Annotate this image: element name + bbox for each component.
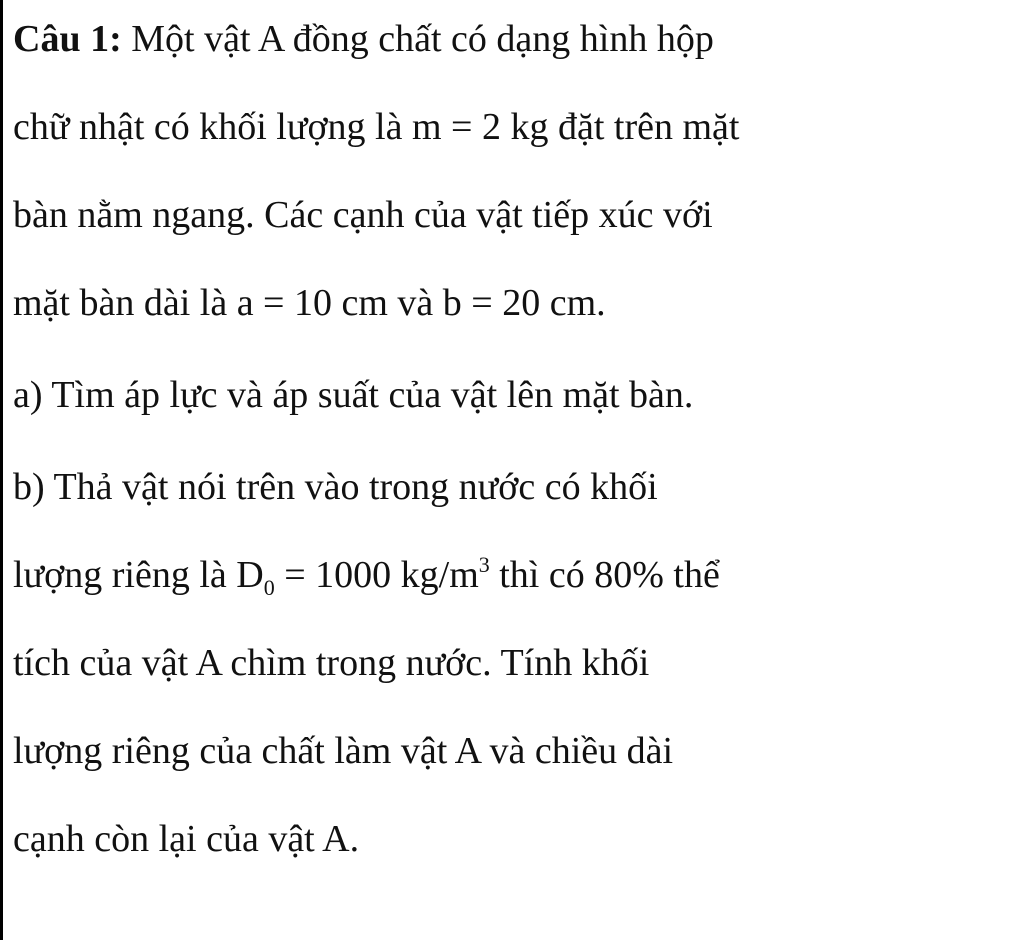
- cube-superscript: 3: [478, 552, 490, 577]
- part-b-line-2: [13, 552, 1018, 600]
- part-b-line-4: lượng riêng của chất làm vật A và chiều dài: [13, 730, 674, 772]
- part-a-text: a) Tìm áp lực và áp suất của vật lên mặt bàn.: [13, 374, 694, 416]
- problem-text: [13, 18, 1018, 860]
- part-b-line-3: tích của vật A chìm trong nước. Tính khối: [13, 642, 650, 684]
- part-b-line-1: b) Thả vật nói trên vào trong nước có khối: [13, 466, 658, 508]
- density-subscript: 0: [263, 575, 275, 600]
- question-line-3: bàn nằm ngang. Các cạnh của vật tiếp xúc với: [13, 194, 713, 236]
- question-text-1: Một vật A đồng chất có dạng hình hộp: [121, 18, 714, 60]
- left-border-line: [0, 0, 3, 940]
- part-b-line-2-post: thì có 80% thể: [489, 554, 720, 596]
- question-line-4: mặt bàn dài là a = 10 cm và b = 20 cm.: [13, 282, 606, 324]
- question-line-1: [13, 18, 1018, 60]
- part-b-line-2-pre: lượng riêng là D: [13, 554, 264, 596]
- part-b-line-5: cạnh còn lại của vật A.: [13, 818, 360, 860]
- question-label: Câu 1:: [13, 18, 122, 60]
- question-line-2: chữ nhật có khối lượng là m = 2 kg đặt trên mặt: [13, 106, 740, 148]
- part-b-line-2-mid: = 1000 kg/m: [274, 554, 479, 596]
